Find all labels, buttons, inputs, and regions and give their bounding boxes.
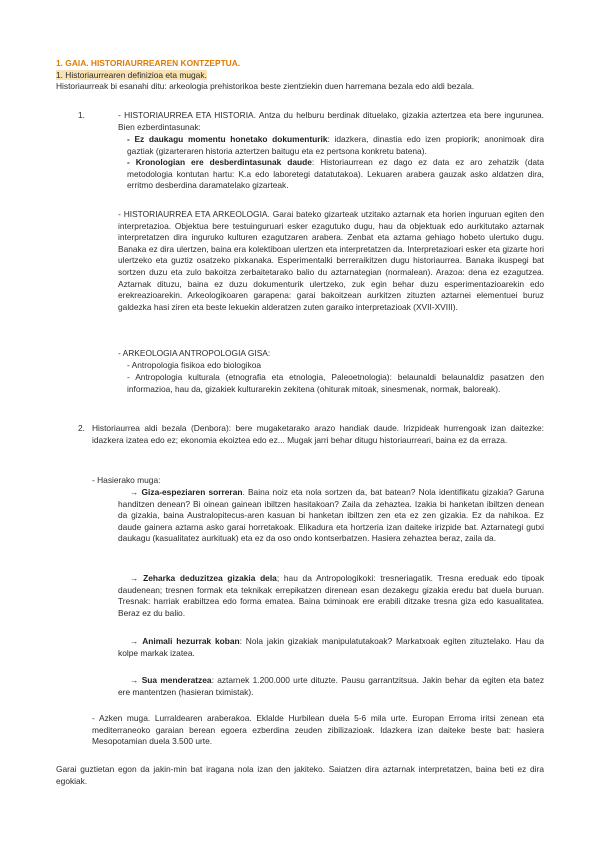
bullet-3-label: Animali hezurrak koban <box>142 636 240 646</box>
historiaurrea-arkeologia-para: - HISTORIAURREA ETA ARKEOLOGIA. Garai bateko gizarteak utzitako aztarnak eta horien inguruan egiten den interpretazioa. Objektua bere testuinguruari esker ezagutuko dugu, hau da objektuak edo aurkitutako aztarnak interpretatzen dira inguruko kulturen ezagutzaren arabera. Zenbat eta aztarna gehiago hobeto ulertuko dugu. Banaka ez dira ulertzen, baina era kolektiboan ulertzen eta interpretatzen da. Interpretazioari esker eta gizarte hori ulertzeko eta guztiz osatzeko pixkanaka. Esperimentalki berreraikitzen dugu historiaurrea. Banaka ikuspegi bat sortzen duzu eta zulo bakoitza zerbaitetarako balio du aztarnategian (normalean). Arazoa: dena ez ezagutzea. Aztarnak dituzu, baina ez duzu dokumenturik ulertzeko, zuk egin behar duzu esperimentazioarekin edo erekreazioarekin. Arkeologikoaren garapena: garai bakoitzean aurkitzen zituzten aztarnei elementuei buruz galdezka hasi ziren eta beste lekuekin alderatzen zuten garaiko interpretazioak (XVII-XVIII). <box>118 209 544 312</box>
aldi-bezala-para: Historiaurrea aldi bezala (Denbora): bere mugaketarako arazo handiak daude. Irizpideak hurrengoak izan daitezke: idazkera izatea edo ez; ekonomia ekoiztea edo ez... Mugak jarri behar ditugu historiaurreari, baina ez da erraza. <box>92 423 544 445</box>
list-number-1: 1. <box>78 110 85 120</box>
bullet-1-text: . Baina noiz eta nola sortzen da, bat batean? Nola identifikatu gizakia? Garuna handitzen denean? Bi oinean gainean ibiltzen hasitakoan? Zaila da zehaztea. Izakia bi hanketan ibiltzen denean da gizakia, baina Australopitecus-aren kasuan bi hanketan ibiltzen zen eta ez zen gizakia. Ez da nahikoa. Ez daude gainera aztarna asko garai horretakoak. Elikadura eta hortzeria izan daiteke irizpide bat. Aztarnategi gutxi daukagu (kasualitatez aurkituak) eta ez da oso ondo kontserbatzen. Hasiera zehaztea beraz, zaila da. <box>118 487 544 544</box>
difference-2-text: : Historiaurrean ez dago ez data ez aro zehatzik (data metodologia kontutan hartu: K.a edo laboretegi datatutakoa). Lekuaren arabera gauzak asko aldatzen dira, erritmo desberdina daramatelako gizarteak. <box>127 157 545 191</box>
difference-2 <box>127 157 544 192</box>
antropologia-line-1: - Antropologia fisikoa edo biologikoa <box>127 360 262 370</box>
antropologia-title: - ARKEOLOGIA ANTROPOLOGIA GISA: <box>118 348 271 358</box>
bullet-sua <box>118 675 544 698</box>
list-number-2: 2. <box>78 423 85 433</box>
bullet-3-text: : Nola jakin gizakiak manipulatutakoak? Markatxoak egiten zituztelako. Hau da kolpe markak izatea. <box>118 636 544 658</box>
arrow-icon: → <box>130 636 139 646</box>
historiaurrea-historia-para: - HISTORIAURREA ETA HISTORIA. Antza du helburu berdinak dituelako, gizakia aztertzea eta bere ingurunea. Bien ezberdintasunak: <box>118 110 544 132</box>
difference-2-label: - Kronologian ere desberdintasunak daude <box>127 157 312 167</box>
section-title <box>56 70 207 82</box>
hasierako-muga-title: - Hasierako muga: <box>92 475 161 485</box>
section-title-highlight: 1. Historiaurrearen definizioa eta mugak. <box>56 70 207 80</box>
bullet-4-label: Sua menderatzea <box>141 675 212 685</box>
bullet-zeharka <box>118 573 544 619</box>
bullet-animali-hezurrak <box>118 636 544 659</box>
arrow-icon: → <box>130 675 139 685</box>
bullet-giza-espeziea <box>118 487 544 545</box>
bullet-1-label: Giza-espeziaren sorreran <box>141 487 243 497</box>
bullet-2-label: Zeharka deduzitzea gizakia dela <box>143 573 277 583</box>
arrow-icon: → <box>130 573 139 583</box>
bullet-2-text: ; hau da Antropologikoki: tresneriagatik. Tresna ereduak edo tipoak daudenean; tresnen formak eta teknikak errepikatzen direnean esan dezakegu gizakia eredu bat duela buruan. Tresnak: harriak erabiltzea edo forma ematea. Baina tximinoak ere erabili ditzake tresna giza edo kasualitatea. Beraz ez du balio. <box>118 573 545 618</box>
difference-1 <box>127 134 544 157</box>
azken-muga-para: - Azken muga. Lurraldearen araberakoa. Eklalde Hurbilean duela 5-6 mila urte. Europan Erroma iritsi zenean eta mediterraneoko garaian berean egoera ezberdina zeuden zibilizazioak. Idazkera izan daiteke beste bat: hasiera Mesopotamian duela 3.500 urte. <box>92 713 544 747</box>
intro-text: Historiaurreak bi esanahi ditu: arkeologia prehistorikoa beste zientziekin duen harremana bezala edo aldi bezala. <box>56 81 475 91</box>
arrow-icon: → <box>130 487 139 497</box>
bullet-4-text: : aztarnek 1.200.000 urte dituzte. Pausu garrantzitsua. Jakin behar da egiten eta batez ere mantentzen (hasieran tximistak). <box>118 675 545 697</box>
difference-1-text: : idazkera, dinastia edo izen propiorik; anonimoak dira gaztiak (gizarteraren historia aztertzen baitugu eta ez pertsona konkretu batena). <box>127 134 544 156</box>
closing-para: Garai guztietan egon da jakin-min bat iragana nola izan den jakiteko. Saiatzen dira aztarnak interpretatzen, baina beti ez dira egokiak. <box>56 764 544 786</box>
difference-1-label: - Ez daukagu momentu honetako dokumenturik <box>127 134 328 144</box>
antropologia-line-2: - Antropologia kulturala (etnografia eta etnologia, Paleoetnologia): belaunaldi belaunaldiz pasatzen den informazioa, hau da, gizakiek kulturarekin zekitena (ohiturak mitoak, sinesmenak, normak, baloreak). <box>127 372 544 394</box>
chapter-title: 1. GAIA. HISTORIAURREAREN KONTZEPTUA. <box>56 58 241 68</box>
